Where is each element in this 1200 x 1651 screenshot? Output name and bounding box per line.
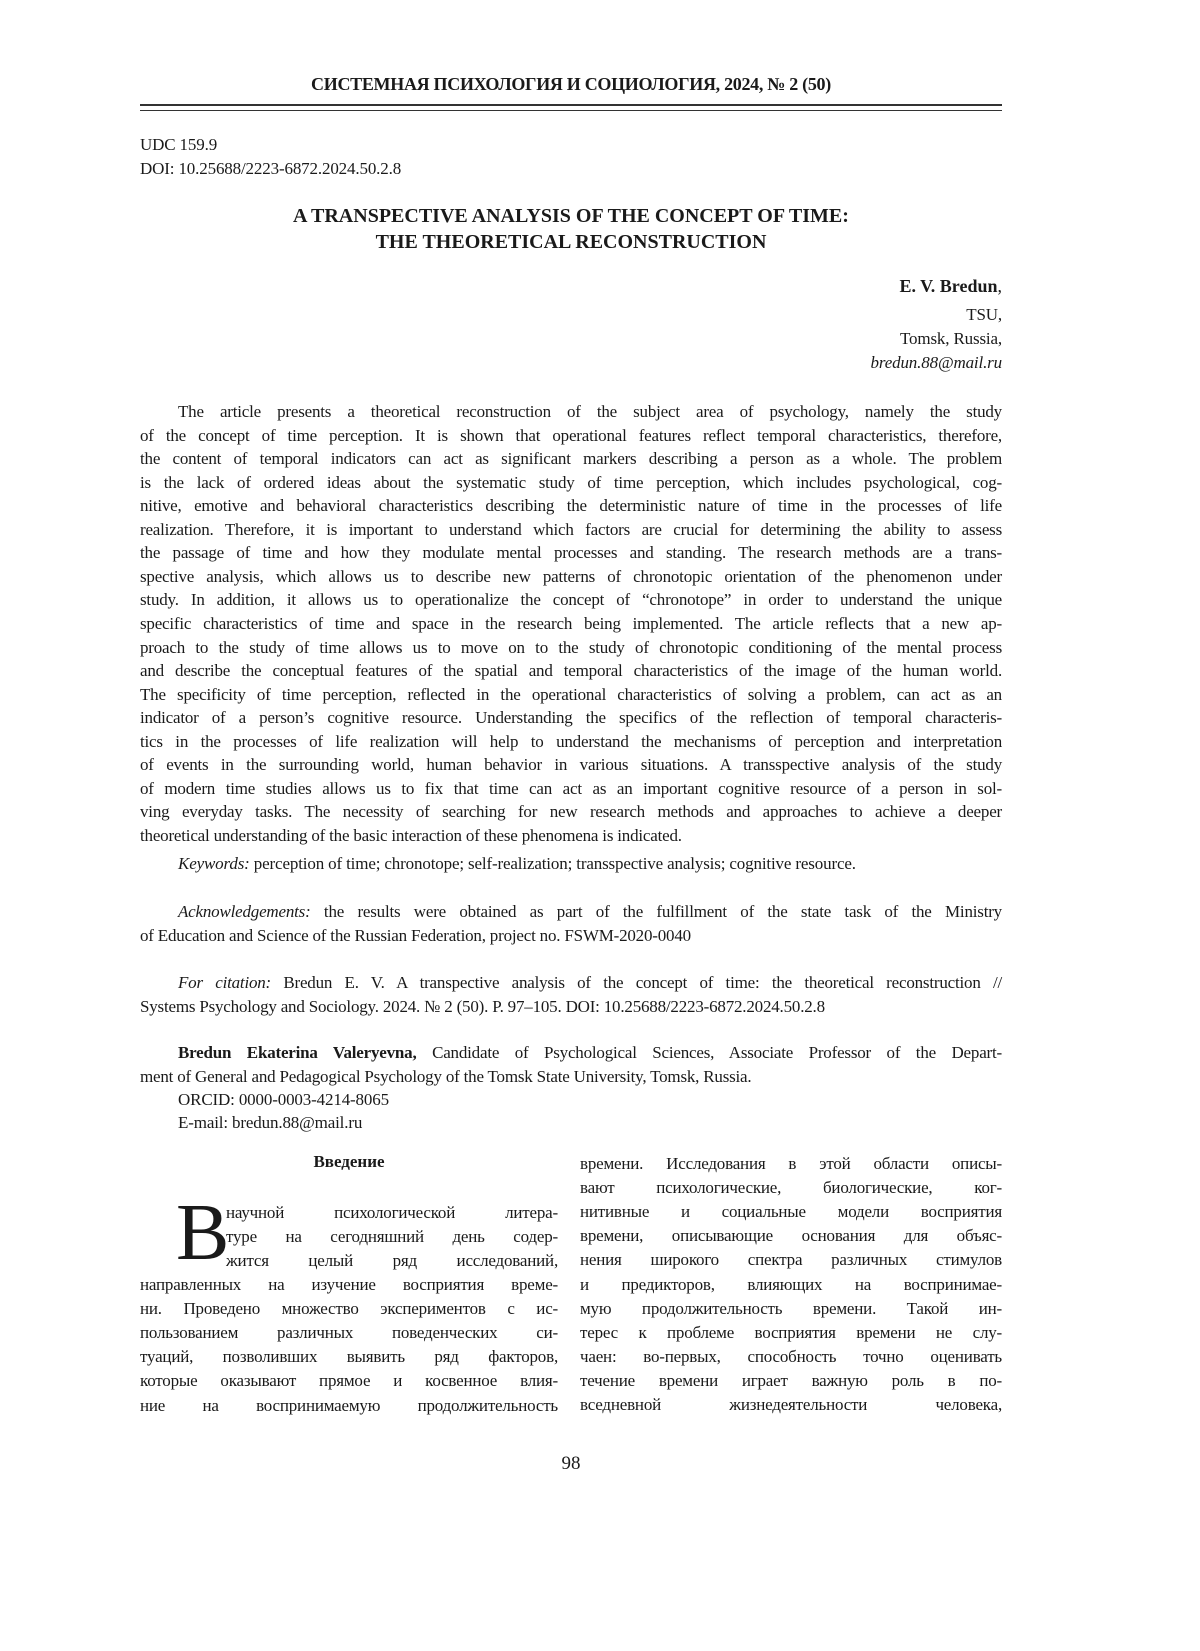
bio-name: Bredun Ekaterina Valeryevna, [178, 1043, 417, 1062]
abstract-line: The specificity of time perception, reflected in the operational characteristics of solving a problem, can act as an [140, 683, 1002, 706]
abstract-line: the content of temporal indicators can act as significant markers describing a person as a whole. The problem [140, 447, 1002, 470]
author-org: TSU, [966, 303, 1002, 327]
section-heading: Введение [140, 1152, 558, 1172]
title-line: THE THEORETICAL RECONSTRUCTION [140, 229, 1002, 255]
body-line: направленных на изучение восприятия време- [140, 1273, 558, 1296]
body-line: вают психологические, биологические, ког- [580, 1176, 1002, 1199]
citation-line: Systems Psychology and Sociology. 2024. № 2 (50). P. 97–105. DOI: 10.25688/2223-6872.2024.50.2.8 [140, 995, 1002, 1018]
body-line: ние на воспринимаемую продолжительность [140, 1394, 558, 1417]
header-rule [140, 110, 1002, 111]
body-line: времени, описывающие основания для объяс- [580, 1224, 1002, 1247]
abstract-line: ving everyday tasks. The necessity of searching for new research methods and approaches to achieve a deeper [140, 800, 1002, 823]
body-line: времени. Исследования в этой области описы- [580, 1152, 1002, 1175]
bio-line: ment of General and Pedagogical Psychology of the Tomsk State University, Tomsk, Russia. [140, 1065, 1002, 1088]
doi: DOI: 10.25688/2223-6872.2024.50.2.8 [140, 157, 401, 181]
body-line: ни. Проведено множество экспериментов с ис- [140, 1297, 558, 1320]
citation [178, 971, 1002, 994]
keywords-label: Keywords: [178, 854, 250, 873]
ack-text: the results were obtained as part of the fulfillment of the state task of the Ministry [324, 902, 1002, 921]
abstract-line: specific characteristics of time and space in the research being implemented. The article reflects that a new ap- [140, 612, 1002, 635]
body-line: мую продолжительность времени. Такой ин- [580, 1297, 1002, 1320]
bio-email[interactable]: E-mail: bredun.88@mail.ru [178, 1111, 362, 1135]
abstract-line: and describe the conceptual features of the spatial and temporal characteristics of the image of the human world. [140, 659, 1002, 682]
article-title [140, 203, 1002, 255]
citation-label: For citation: [178, 973, 271, 992]
abstract-line: tics in the processes of life realization will help to understand the mechanisms of perception and interpretation [140, 730, 1002, 753]
body-line: жится целый ряд исследований, [226, 1249, 558, 1272]
page-number: 98 [140, 1453, 1002, 1475]
bio [178, 1041, 1002, 1064]
author-email[interactable]: bredun.88@mail.ru [871, 351, 1002, 375]
author-name: E. V. Bredun [899, 276, 997, 296]
body-line: и предикторов, влияющих на воспринимае- [580, 1273, 1002, 1296]
abstract-line: realization. Therefore, it is important to understand which factors are crucial for determining the ability to assess [140, 518, 1002, 541]
abstract-line: study. In addition, it allows us to operationalize the concept of “chronotope” in order to understand the unique [140, 588, 1002, 611]
acknowledgements [178, 900, 1002, 923]
body-line: туаций, позволивших выявить ряд факторов, [140, 1345, 558, 1368]
abstract-line: theoretical understanding of the basic interaction of these phenomena is indicated. [140, 824, 1002, 847]
author-city: Tomsk, Russia, [900, 327, 1002, 351]
body-line: нитивные и социальные модели восприятия [580, 1200, 1002, 1223]
body-line: научной психологической литера- [226, 1201, 558, 1224]
abstract-line: is the lack of ordered ideas about the systematic study of time perception, which includes psychological, cog- [140, 471, 1002, 494]
udc: UDC 159.9 [140, 133, 217, 157]
author-comma: , [998, 276, 1003, 296]
orcid: ORCID: 0000-0003-4214-8065 [178, 1088, 389, 1112]
abstract-line: indicator of a person’s cognitive resource. Understanding the specifics of the reflection of temporal characteris- [140, 706, 1002, 729]
citation-text: Bredun E. V. A transpective analysis of the concept of time: the theoretical reconstruction // [283, 973, 1002, 992]
drop-cap: В [176, 1198, 229, 1268]
author [899, 276, 1002, 297]
keywords [178, 852, 856, 876]
abstract-line: nitive, emotive and behavioral characteristics describing the deterministic nature of time in the processes of life [140, 494, 1002, 517]
ack-label: Acknowledgements: [178, 902, 311, 921]
body-line: которые оказывают прямое и косвенное влия- [140, 1369, 558, 1392]
bio-text: Candidate of Psychological Sciences, Associate Professor of the Depart- [432, 1043, 1002, 1062]
body-line: туре на сегодняшний день содер- [226, 1225, 558, 1248]
abstract-line: spective analysis, which allows us to describe new patterns of chronotopic orientation of the phenomenon under [140, 565, 1002, 588]
abstract-line: of modern time studies allows us to fix that time can act as an important cognitive resource of a person in sol- [140, 777, 1002, 800]
keywords-text: perception of time; chronotope; self-realization; transspective analysis; cognitive resource. [254, 854, 856, 873]
header-rule [140, 104, 1002, 106]
abstract-line: of the concept of time perception. It is shown that operational features reflect temporal characteristics, therefore, [140, 424, 1002, 447]
body-line: течение времени играет важную роль в по- [580, 1369, 1002, 1392]
abstract-line: proach to the study of time allows us to move on to the study of chronotopic conditioning of the mental process [140, 636, 1002, 659]
ack-line: of Education and Science of the Russian Federation, project no. FSWM-2020-0040 [140, 924, 1002, 947]
body-line: вседневной жизнедеятельности человека, [580, 1393, 1002, 1416]
body-line: терес к проблеме восприятия времени не слу- [580, 1321, 1002, 1344]
title-line: A TRANSPECTIVE ANALYSIS OF THE CONCEPT OF TIME: [140, 203, 1002, 229]
body-line: чаен: во-первых, способность точно оценивать [580, 1345, 1002, 1368]
abstract-line: The article presents a theoretical reconstruction of the subject area of psychology, namely the study [178, 400, 1002, 423]
body-line: нения широкого спектра различных стимулов [580, 1248, 1002, 1271]
running-head: СИСТЕМНАЯ ПСИХОЛОГИЯ И СОЦИОЛОГИЯ, 2024, № 2 (50) [140, 74, 1002, 95]
abstract-line: the passage of time and how they modulate mental processes and standing. The research methods are a trans- [140, 541, 1002, 564]
abstract-line: of events in the surrounding world, human behavior in various situations. A transspective analysis of the study [140, 753, 1002, 776]
body-line: пользованием различных поведенческих си- [140, 1321, 558, 1344]
